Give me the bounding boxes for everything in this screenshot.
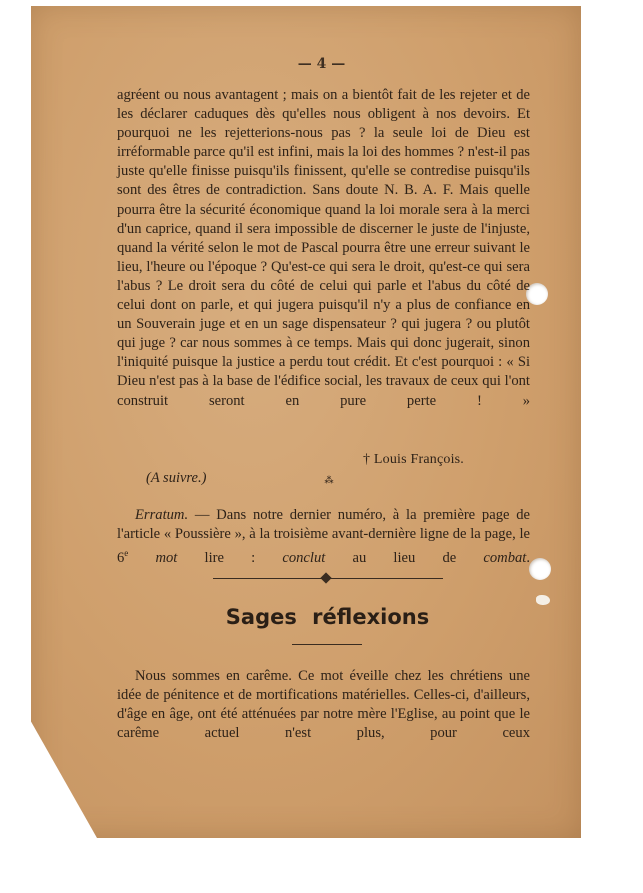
page-number: — 4 — — [297, 56, 346, 72]
binder-hole-middle — [529, 558, 551, 580]
erratum-note — [117, 506, 530, 568]
author-signature: † Louis François. — [363, 452, 465, 467]
article-paragraph: agréent ou nous avantagent ; mais on a bientôt fait de les rejeter et de les déclarer caduques dès qu'elles nous obligent à nos devoirs. Et pourquoi ne les rejetterions-nous pas ? la seule loi de Dieu est irréformable parce qu'il est infini, mais la loi des hommes ? n'est-il pas juste qu'elle finisse puisqu'ils finissent, qu'elle se contredise puisqu'ils sont des êtres de contradiction. Sans doute N. B. A. F. Mais quelle pourra être la sécurité économique quand la loi morale sera à la merci d'un caprice, quand il sera impossible de discerner le juste de l'injuste, quand la vérité selon le mot de Pascal pourra être une erreur suivant le lieu, l'heure ou l'époque ? Qu'est-ce qui sera le droit, qu'est-ce qui sera l'abus ? Le droit sera du côté de celui qui parle et l'abus du côté de celui dont on parle, et qui jugera puisqu'il n'y a plus de confiance en un Souverain juge et en un sage dispensateur ? qui jugera ? ou plutôt qui juge ? car nous sommes à ce temps. Mais qui donc jugerait, sinon l'iniquité puisque la justice a perdu tout crédit. Et c'est pourquoi : « Si Dieu n'est pas à la base de l'édifice social, les travaux de ceux qui l'ont construit seront en pure perte ! » — [117, 87, 530, 409]
erratum-text-au-lieu: au lieu de — [325, 550, 484, 567]
title-underline — [292, 644, 362, 645]
erratum-word-conclut: conclut — [282, 550, 326, 567]
erratum-text: — Dans notre dernier numéro, à la première page de l'article « Poussière », à la troisième avant-dernière ligne de la page, le 6 — [117, 507, 530, 567]
binder-hole-torn — [536, 595, 550, 605]
erratum-word-combat: combat — [483, 550, 527, 567]
erratum-superscript: e — [124, 548, 129, 559]
to-be-continued: (A suivre.) — [146, 470, 207, 486]
erratum-word-mot: mot — [155, 550, 178, 567]
section-title: Sages réflexions — [225, 605, 430, 629]
erratum-text-lire: lire : — [177, 550, 283, 567]
section-paragraph: Nous sommes en carême. Ce mot éveille chez les chrétiens une idée de pénitence et de mortifications matérielles. Celles-ci, d'ailleurs, d'âge en âge, ont été atténuées par notre mère l'Eglise, au point que le carême actuel n'est plus, pour ceux — [117, 668, 530, 742]
erratum-end: . — [526, 550, 531, 567]
erratum-label: Erratum. — [135, 507, 189, 523]
asterism-separator: ⁂ — [324, 476, 334, 486]
